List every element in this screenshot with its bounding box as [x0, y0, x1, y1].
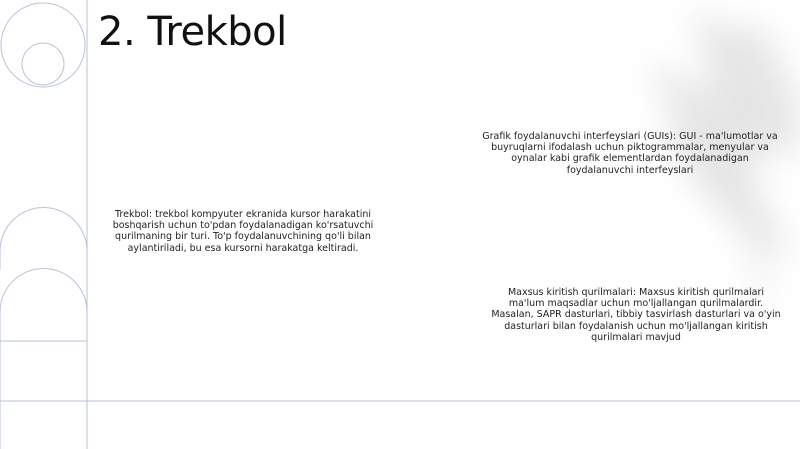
gui-description: Grafik foydalanuvchi interfeyslari (GUIs): GUI - ma'lumotlar va buyruqlarni ifodalash uchun piktogrammalar, menyular va oynalar kabi grafik elementlardan foydalanadigan foydalanuvchi interfeyslari — [482, 131, 778, 176]
trackball-description: Trekbol: trekbol kompyuter ekranida kursor harakatini boshqarish uchun to'pdan foydalanadigan ko'rsatuvchi qurilmaning bir turi. To'p foydalanuvchining qo'li bilan aylantiriladi, bu esa kursorni harakatga keltiradi. — [112, 209, 374, 254]
special-input-devices-description: Maxsus kiritish qurilmalari: Maxsus kiritish qurilmalari ma'lum maqsadlar uchun mo'ljallangan qurilmalardir. Masalan, SAPR dasturlari, tibbiy tasvirlash dasturlari va o'yin dasturlari bilan foydalanish uchun mo'ljallangan kiritish qurilmalari mavjud — [491, 287, 781, 343]
slide-title: 2. Trekbol — [98, 9, 287, 55]
